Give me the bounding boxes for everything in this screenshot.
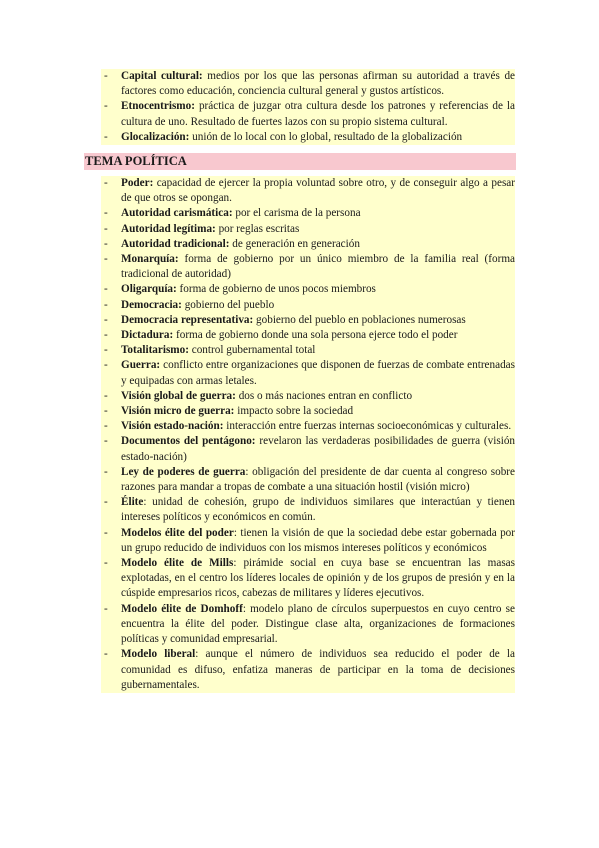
list-item (101, 222, 515, 237)
term: Visión estado-nación: (121, 420, 224, 433)
term: Democracia representativa: (121, 313, 254, 326)
list-item (101, 404, 515, 419)
list-item (101, 343, 515, 358)
term: Modelo élite de Mills (121, 557, 234, 570)
bullet-dash: - (104, 648, 108, 661)
term: Totalitarismo: (121, 344, 189, 357)
term: Visión micro de guerra: (121, 405, 235, 418)
bullet-dash: - (104, 130, 108, 143)
list-item (101, 647, 515, 693)
bullet-dash: - (104, 283, 108, 296)
list-item (101, 556, 515, 602)
term: Élite (121, 496, 144, 509)
term: Modelo liberal (121, 648, 196, 661)
term: Democracia: (121, 298, 182, 311)
term: Capital cultural: (121, 70, 203, 82)
definition: gobierno del pueblo (181, 298, 275, 311)
list-item (101, 282, 515, 297)
definition: control gubernamental total (188, 344, 316, 357)
list-item (101, 313, 515, 328)
definition: forma de gobierno por un único miembro de la familia real (forma tradicional de autoridad) (121, 253, 515, 281)
list-item (101, 434, 515, 464)
list-item (101, 298, 515, 313)
list-item (101, 526, 515, 556)
term: Documentos del pentágono: (121, 435, 256, 448)
list-item (101, 602, 515, 648)
term: Autoridad carismática: (121, 207, 233, 220)
bullet-dash: - (104, 465, 108, 478)
definition: : pirámide social en cuya base se encuentran las masas explotadas, en el centro los líderes locales de opinión y de los grupos de presión y en la cúspide empresarios ricos, cabezas de militares y líderes ejecutivos. (121, 557, 516, 600)
term: Etnocentrismo: (121, 100, 195, 113)
definition: : tienen la visión de que la sociedad debe estar gobernada por un grupo reducido de individuos con los mismos intereses políticos y económicos (121, 526, 515, 554)
cultural-terms-block (101, 69, 515, 145)
list-item (101, 419, 515, 434)
bullet-dash: - (104, 313, 108, 326)
bullet-dash: - (104, 405, 108, 418)
bullet-dash: - (104, 222, 108, 235)
list-item (101, 252, 515, 282)
bullet-dash: - (104, 344, 108, 357)
definition: : aunque el número de individuos sea reducido el poder de la comunidad es difuso, enfatiza maneras de participar en la toma de decisiones gubernamentales. (121, 648, 515, 691)
term: Poder: (121, 177, 154, 189)
list-item (101, 69, 515, 99)
list-item (101, 176, 515, 206)
definition: por reglas escritas (215, 222, 300, 235)
politics-terms-block (101, 176, 515, 693)
term: Ley de poderes de guerra (121, 465, 246, 478)
definition: : modelo plano de círculos superpuestos en cuyo centro se encuentra la élite del poder. Distingue clase alta, organizaciones de formaciones políticas y comunidad empresarial. (121, 602, 515, 646)
term: Monarquía: (121, 253, 179, 266)
bullet-dash: - (104, 329, 108, 342)
politics-terms-list (101, 176, 515, 693)
definition: práctica de juzgar otra cultura desde los patrones y referencias de la cultura de uno. Resultado de fuertes lazos con su propio sistema cultural. (121, 100, 515, 128)
list-item (101, 99, 515, 129)
definition: medios por los que las personas afirman su autoridad a través de factores como educación, conciencia cultural general y gustos artísticos. (121, 70, 515, 98)
definition: por el carisma de la persona (232, 207, 361, 220)
definition: capacidad de ejercer la propia voluntad sobre otro, y de conseguir algo a pesar de que otros se opongan. (121, 177, 515, 205)
bullet-dash: - (104, 602, 108, 615)
bullet-dash: - (104, 389, 108, 402)
cultural-terms-list (101, 69, 515, 145)
definition: impacto sobre la sociedad (234, 405, 354, 418)
bullet-dash: - (104, 435, 108, 448)
term: Guerra: (121, 359, 161, 372)
bullet-dash: - (104, 420, 108, 433)
bullet-dash: - (104, 526, 108, 539)
list-item (101, 130, 515, 145)
list-item (101, 328, 515, 343)
definition: conflicto entre organizaciones que disponen de fuerzas de combate entrenadas y equipadas con armas letales. (121, 359, 515, 387)
definition: dos o más naciones entran en conflicto (235, 389, 413, 402)
term: Visión global de guerra: (121, 389, 236, 402)
definition: unión de lo local con lo global, resultado de la globalización (189, 130, 463, 143)
bullet-dash: - (104, 253, 108, 266)
bullet-dash: - (104, 100, 108, 113)
term: Modelo élite de Domhoff (121, 602, 243, 615)
definition: forma de gobierno donde una sola persona ejerce todo el poder (173, 329, 458, 342)
list-item (101, 495, 515, 525)
term: Autoridad legítima: (121, 222, 216, 235)
list-item (101, 206, 515, 221)
term: Oligarquía: (121, 283, 177, 296)
bullet-dash: - (104, 207, 108, 220)
definition: revelaron las verdaderas posibilidades de guerra (visión estado-nación) (121, 435, 516, 463)
list-item (101, 389, 515, 404)
list-item (101, 237, 515, 252)
bullet-dash: - (104, 359, 108, 372)
bullet-dash: - (104, 237, 108, 250)
term: Modelos élite del poder (121, 526, 234, 539)
bullet-dash: - (104, 496, 108, 509)
definition: de generación en generación (229, 237, 360, 250)
term: Dictadura: (121, 329, 174, 342)
bullet-dash: - (104, 298, 108, 311)
bullet-dash: - (104, 70, 108, 82)
list-item (101, 465, 515, 495)
definition: forma de gobierno de unos pocos miembros (176, 283, 376, 296)
bullet-dash: - (104, 557, 108, 570)
section-heading: TEMA POLÍTICA (84, 153, 516, 170)
bullet-dash: - (104, 177, 108, 189)
list-item (101, 358, 515, 388)
definition: : unidad de cohesión, grupo de individuos similares que interactúan y tienen intereses políticos y económicos en común. (121, 496, 515, 524)
definition: : obligación del presidente de dar cuenta al congreso sobre razones para mandar a tropas de combate a una situación hostil (visión micro) (121, 465, 515, 494)
term: Glocalización: (121, 130, 190, 143)
term: Autoridad tradicional: (121, 237, 230, 250)
definition: interacción entre fuerzas internas socioeconómicas y culturales. (223, 420, 512, 433)
definition: gobierno del pueblo en poblaciones numerosas (253, 313, 466, 326)
